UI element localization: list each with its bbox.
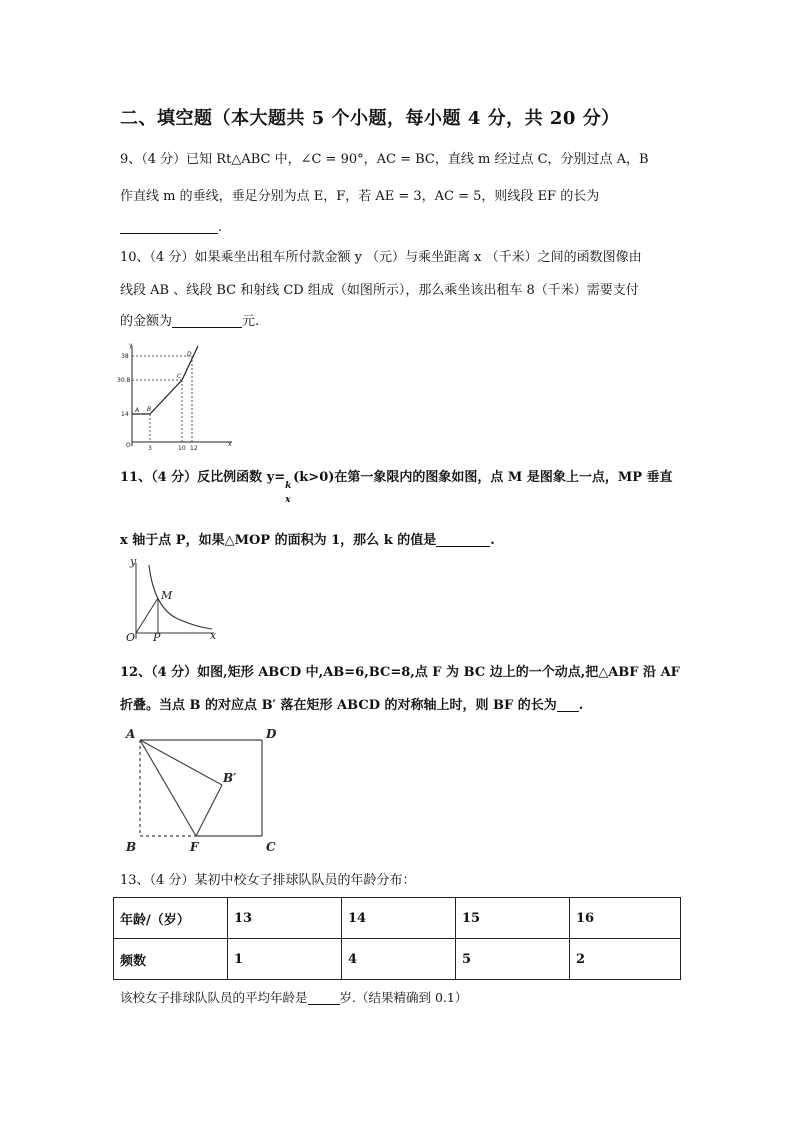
q12-fold-AF bbox=[140, 740, 196, 836]
q13-after bbox=[120, 990, 467, 1005]
q10-line3 bbox=[120, 313, 259, 330]
table-cell: 14 bbox=[342, 898, 456, 939]
q11-frac-num: k bbox=[285, 481, 292, 491]
q12-point-C: C bbox=[266, 840, 276, 854]
q10-y-label: y bbox=[129, 342, 133, 349]
q10-ytick-30-8: 30.8 bbox=[117, 377, 131, 384]
q10-line2: 线段 AB 、线段 BC 和射线 CD 组成（如图所示），那么乘坐该出租车 8（千米）需要支付 bbox=[120, 283, 639, 298]
q11-fraction bbox=[285, 471, 293, 505]
q11-line2 bbox=[120, 532, 495, 549]
table-row bbox=[114, 939, 681, 980]
q11-graph bbox=[116, 553, 224, 645]
q10-xtick-3: 3 bbox=[148, 445, 152, 452]
q10-ytick-38: 38 bbox=[121, 353, 129, 360]
table-cell: 1 bbox=[228, 939, 342, 980]
q12-point-B: B bbox=[126, 840, 137, 854]
q12-segment-B-prime-F bbox=[196, 785, 222, 836]
q10-xtick-10: 10 bbox=[178, 445, 186, 452]
q12-point-D: D bbox=[266, 727, 277, 741]
q13-age-table bbox=[113, 897, 681, 980]
q9-period: . bbox=[218, 220, 223, 235]
table-cell: 16 bbox=[570, 898, 681, 939]
q13-after-end: 岁.（结果精确到 0.1） bbox=[339, 990, 468, 1005]
q10-point-D: D bbox=[187, 351, 192, 358]
q12-segment-AB-prime bbox=[140, 740, 222, 785]
q10-point-A: A bbox=[135, 407, 140, 414]
q9-line2: 作直线 m 的垂线，垂足分别为点 E，F，若 AE = 3，AC = 5，则线段 EF 的长为 bbox=[120, 189, 600, 204]
q10-line3-end: 元. bbox=[242, 314, 260, 329]
q10-line1: 10、（4 分）如果乘坐出租车所付款金额 y （元）与乘坐距离 x （千米）之间的函数图像由 bbox=[120, 250, 642, 265]
q11-line2-end: . bbox=[490, 533, 495, 548]
q12-line2-end: . bbox=[578, 698, 584, 713]
q11-line1-start: 11、（4 分）反比例函数 y= bbox=[120, 470, 286, 485]
q11-x-label: x bbox=[210, 629, 217, 642]
q11-answer-blank[interactable] bbox=[436, 532, 490, 547]
q11-frac-den: x bbox=[285, 495, 291, 505]
q9-line1: 9、（4 分）已知 Rt△ABC 中，∠C = 90°，AC = BC，直线 m 经过点 C，分别过点 A，B bbox=[120, 152, 649, 167]
q10-answer-blank[interactable] bbox=[172, 313, 242, 328]
q11-point-P: P bbox=[153, 631, 161, 644]
q10-point-B: B bbox=[147, 406, 152, 413]
table-cell: 13 bbox=[228, 898, 342, 939]
q12-line2 bbox=[120, 697, 583, 714]
q10-xtick-12: 12 bbox=[190, 445, 198, 452]
q12-figure bbox=[120, 724, 285, 856]
q12-point-F: F bbox=[190, 840, 199, 854]
q11-point-M: M bbox=[161, 589, 173, 602]
q11-line1-end: (k>0)在第一象限内的图象如图，点 M 是图象上一点，MP 垂直 bbox=[293, 470, 673, 485]
section-title: 二、填空题（本大题共 5 个小题，每小题 4 分，共 20 分） bbox=[120, 108, 620, 129]
q12-answer-blank[interactable] bbox=[557, 697, 579, 712]
q10-x-label: x bbox=[228, 441, 232, 448]
q10-ytick-14: 14 bbox=[121, 411, 129, 418]
q11-line1 bbox=[120, 470, 673, 505]
q13-after-start: 该校女子排球队队员的平均年龄是 bbox=[120, 990, 308, 1005]
table-cell: 年龄/（岁） bbox=[114, 898, 228, 939]
q13-line1: 13、（4 分）某初中校女子排球队队员的年龄分布： bbox=[120, 873, 416, 888]
q11-segment-OM bbox=[136, 598, 158, 633]
q10-point-C: C bbox=[177, 373, 182, 380]
q11-origin: O bbox=[126, 631, 136, 644]
q12-point-A: A bbox=[126, 727, 136, 741]
table-cell: 5 bbox=[456, 939, 570, 980]
table-cell: 2 bbox=[570, 939, 681, 980]
q10-origin: O bbox=[126, 442, 131, 449]
q12-point-B-prime: B′ bbox=[223, 771, 237, 785]
table-cell: 4 bbox=[342, 939, 456, 980]
table-cell: 频数 bbox=[114, 939, 228, 980]
q11-line2-start: x 轴于点 P，如果△MOP 的面积为 1，那么 k 的值是 bbox=[120, 533, 437, 548]
q9-line3 bbox=[120, 219, 222, 236]
table-row bbox=[114, 898, 681, 939]
q12-line2-start: 折叠。当点 B 的对应点 B′ 落在矩形 ABCD 的对称轴上时，则 BF 的长为 bbox=[120, 698, 557, 713]
q10-line3-start: 的金额为 bbox=[120, 314, 173, 329]
q13-answer-blank[interactable] bbox=[308, 990, 340, 1005]
q12-line1: 12、（4 分）如图,矩形 ABCD 中,AB=6,BC=8,点 F 为 BC 边上的一个动点,把△ABF 沿 AF bbox=[120, 665, 680, 680]
table-cell: 15 bbox=[456, 898, 570, 939]
q9-answer-blank[interactable] bbox=[120, 219, 218, 234]
q10-graph bbox=[114, 342, 238, 454]
q11-y-label: y bbox=[130, 555, 137, 568]
